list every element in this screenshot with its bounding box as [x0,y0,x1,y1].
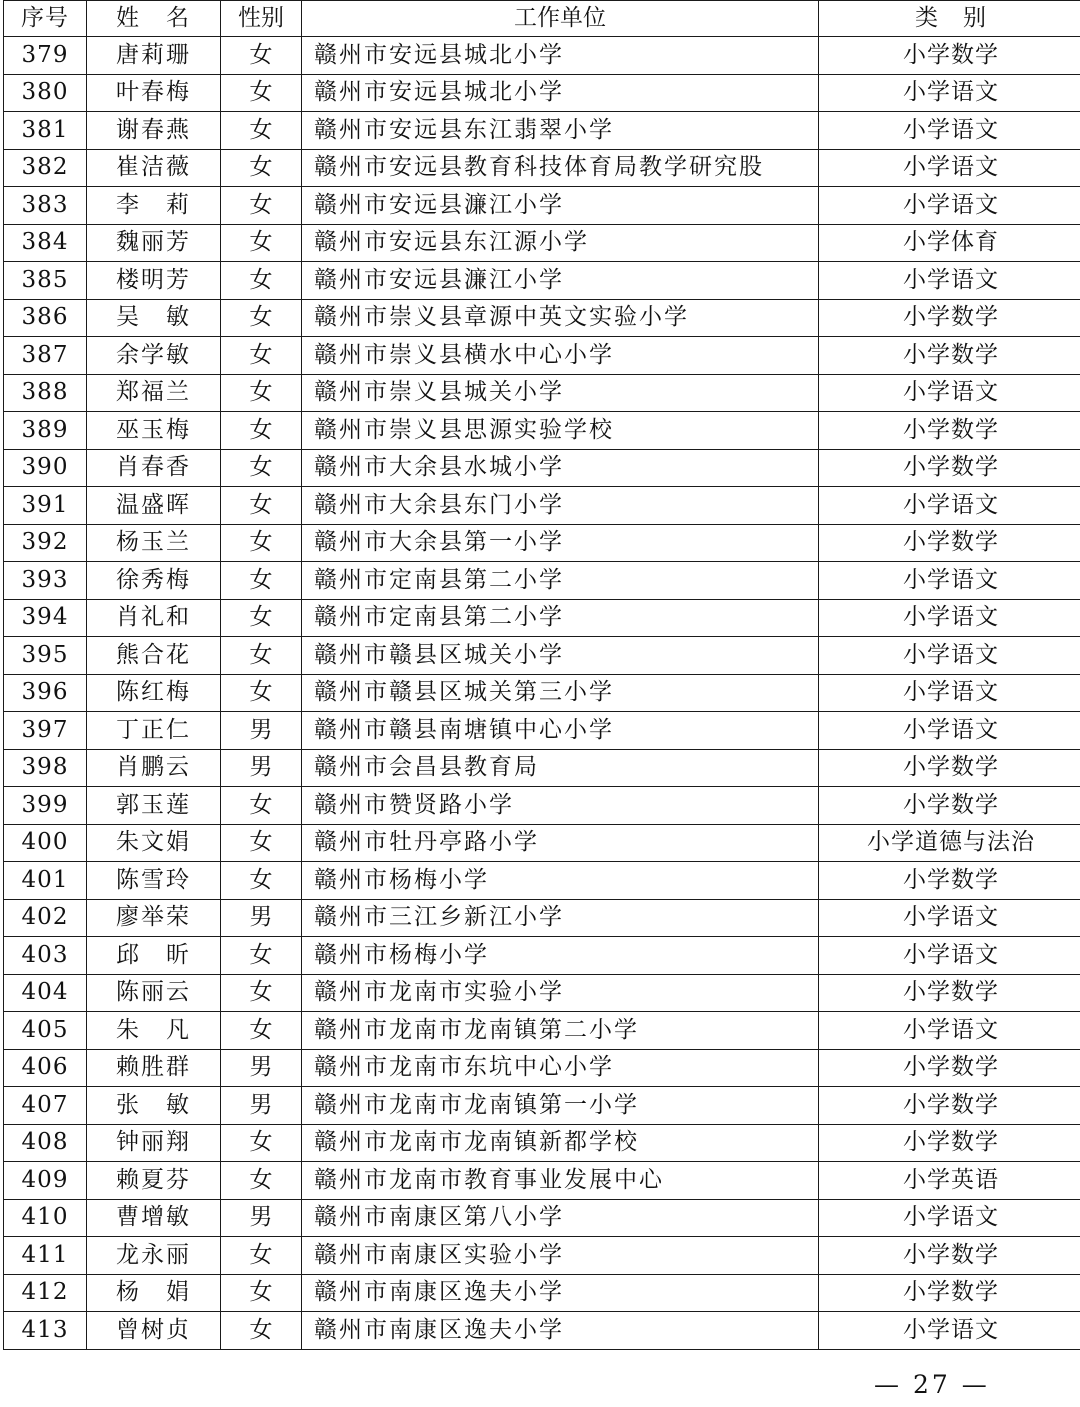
cell-sex: 女 [221,1274,302,1312]
cell-num: 401 [4,862,87,900]
header-row [4,1,1080,37]
table-row [4,712,1080,750]
cell-num: 397 [4,712,87,750]
table-row [4,749,1080,787]
cell-category: 小学语文 [819,674,1080,712]
cell-unit: 赣州市安远县东江翡翠小学 [302,112,819,150]
cell-name: 吴 敏 [87,299,221,337]
table-row [4,674,1080,712]
cell-unit: 赣州市南康区逸夫小学 [302,1312,819,1350]
cell-num: 389 [4,412,87,450]
cell-num: 413 [4,1312,87,1350]
cell-unit: 赣州市大余县水城小学 [302,449,819,487]
table-row [4,1012,1080,1050]
cell-num: 392 [4,524,87,562]
cell-unit: 赣州市安远县教育科技体育局教学研究股 [302,149,819,187]
cell-sex: 女 [221,149,302,187]
cell-unit: 赣州市赞贤路小学 [302,787,819,825]
cell-category: 小学数学 [819,862,1080,900]
cell-num: 379 [4,37,87,75]
table-row [4,787,1080,825]
cell-sex: 女 [221,599,302,637]
cell-num: 405 [4,1012,87,1050]
cell-unit: 赣州市会昌县教育局 [302,749,819,787]
cell-num: 391 [4,487,87,525]
cell-num: 399 [4,787,87,825]
cell-category: 小学数学 [819,37,1080,75]
cell-name: 龙永丽 [87,1237,221,1275]
cell-unit: 赣州市安远县城北小学 [302,37,819,75]
table-row [4,1049,1080,1087]
cell-name: 肖春香 [87,449,221,487]
cell-unit: 赣州市大余县第一小学 [302,524,819,562]
cell-name: 魏丽芳 [87,224,221,262]
cell-unit: 赣州市龙南市龙南镇第一小学 [302,1087,819,1125]
header-category: 类 别 [819,1,1080,37]
cell-unit: 赣州市赣县南塘镇中心小学 [302,712,819,750]
cell-sex: 男 [221,1199,302,1237]
table-row [4,374,1080,412]
cell-name: 余学敏 [87,337,221,375]
cell-num: 390 [4,449,87,487]
cell-sex: 男 [221,712,302,750]
cell-num: 396 [4,674,87,712]
cell-category: 小学语文 [819,187,1080,225]
table-row [4,412,1080,450]
cell-num: 409 [4,1162,87,1200]
table-row [4,899,1080,937]
cell-category: 小学语文 [819,637,1080,675]
cell-num: 400 [4,824,87,862]
table-row [4,337,1080,375]
cell-name: 赖夏芬 [87,1162,221,1200]
cell-category: 小学数学 [819,299,1080,337]
table-header [4,1,1080,37]
table-row [4,224,1080,262]
cell-sex: 女 [221,487,302,525]
cell-name: 陈雪玲 [87,862,221,900]
cell-unit: 赣州市杨梅小学 [302,937,819,975]
table-row [4,524,1080,562]
cell-name: 肖鹏云 [87,749,221,787]
cell-num: 395 [4,637,87,675]
cell-name: 张 敏 [87,1087,221,1125]
table-row [4,487,1080,525]
cell-name: 朱 凡 [87,1012,221,1050]
table-row [4,562,1080,600]
cell-name: 李 莉 [87,187,221,225]
cell-name: 温盛晖 [87,487,221,525]
cell-name: 赖胜群 [87,1049,221,1087]
cell-sex: 男 [221,1049,302,1087]
table-row [4,1274,1080,1312]
cell-name: 曹增敏 [87,1199,221,1237]
cell-category: 小学语文 [819,149,1080,187]
cell-num: 386 [4,299,87,337]
cell-name: 郑福兰 [87,374,221,412]
cell-name: 陈丽云 [87,974,221,1012]
cell-unit: 赣州市崇义县城关小学 [302,374,819,412]
cell-sex: 女 [221,824,302,862]
cell-name: 熊合花 [87,637,221,675]
cell-num: 382 [4,149,87,187]
cell-category: 小学语文 [819,74,1080,112]
cell-name: 杨玉兰 [87,524,221,562]
cell-sex: 女 [221,374,302,412]
cell-category: 小学语文 [819,487,1080,525]
cell-category: 小学数学 [819,1274,1080,1312]
cell-num: 408 [4,1124,87,1162]
cell-category: 小学语文 [819,1312,1080,1350]
cell-name: 廖举荣 [87,899,221,937]
cell-name: 朱文娟 [87,824,221,862]
page-number: — 27 — [874,1370,990,1399]
cell-category: 小学数学 [819,787,1080,825]
table-body [4,37,1080,1350]
cell-unit: 赣州市定南县第二小学 [302,562,819,600]
cell-name: 邱 昕 [87,937,221,975]
cell-unit: 赣州市牡丹亭路小学 [302,824,819,862]
cell-unit: 赣州市崇义县章源中英文实验小学 [302,299,819,337]
cell-num: 384 [4,224,87,262]
cell-sex: 女 [221,187,302,225]
cell-category: 小学体育 [819,224,1080,262]
cell-sex: 女 [221,1012,302,1050]
cell-sex: 男 [221,899,302,937]
cell-unit: 赣州市龙南市龙南镇第二小学 [302,1012,819,1050]
cell-unit: 赣州市大余县东门小学 [302,487,819,525]
cell-category: 小学语文 [819,599,1080,637]
cell-num: 402 [4,899,87,937]
cell-name: 钟丽翔 [87,1124,221,1162]
cell-category: 小学数学 [819,1087,1080,1125]
cell-sex: 女 [221,637,302,675]
cell-sex: 女 [221,674,302,712]
cell-category: 小学数学 [819,524,1080,562]
cell-name: 崔洁薇 [87,149,221,187]
cell-category: 小学数学 [819,412,1080,450]
table-row [4,299,1080,337]
cell-num: 388 [4,374,87,412]
cell-num: 381 [4,112,87,150]
cell-unit: 赣州市南康区逸夫小学 [302,1274,819,1312]
cell-sex: 女 [221,224,302,262]
cell-unit: 赣州市龙南市龙南镇新都学校 [302,1124,819,1162]
cell-unit: 赣州市崇义县横水中心小学 [302,337,819,375]
cell-sex: 女 [221,937,302,975]
cell-unit: 赣州市崇义县思源实验学校 [302,412,819,450]
table-row [4,74,1080,112]
cell-sex: 女 [221,524,302,562]
cell-num: 385 [4,262,87,300]
cell-name: 丁正仁 [87,712,221,750]
table-row [4,1237,1080,1275]
cell-unit: 赣州市赣县区城关小学 [302,637,819,675]
cell-unit: 赣州市龙南市教育事业发展中心 [302,1162,819,1200]
cell-category: 小学数学 [819,449,1080,487]
cell-category: 小学数学 [819,337,1080,375]
table-row [4,1124,1080,1162]
cell-unit: 赣州市龙南市实验小学 [302,974,819,1012]
cell-num: 398 [4,749,87,787]
cell-sex: 女 [221,562,302,600]
table-row [4,1162,1080,1200]
cell-sex: 男 [221,749,302,787]
cell-category: 小学数学 [819,1237,1080,1275]
cell-unit: 赣州市龙南市东坑中心小学 [302,1049,819,1087]
table-row [4,37,1080,75]
table-row [4,1199,1080,1237]
cell-sex: 女 [221,1237,302,1275]
cell-sex: 女 [221,262,302,300]
cell-sex: 女 [221,787,302,825]
cell-sex: 女 [221,1312,302,1350]
cell-num: 406 [4,1049,87,1087]
cell-category: 小学语文 [819,1012,1080,1050]
cell-unit: 赣州市三江乡新江小学 [302,899,819,937]
table-row [4,824,1080,862]
cell-category: 小学语文 [819,937,1080,975]
cell-sex: 女 [221,112,302,150]
cell-num: 404 [4,974,87,1012]
table-row [4,1312,1080,1350]
cell-unit: 赣州市定南县第二小学 [302,599,819,637]
cell-name: 杨 娟 [87,1274,221,1312]
cell-sex: 女 [221,37,302,75]
cell-sex: 女 [221,337,302,375]
table-row [4,974,1080,1012]
cell-unit: 赣州市南康区第八小学 [302,1199,819,1237]
cell-num: 394 [4,599,87,637]
cell-num: 410 [4,1199,87,1237]
cell-sex: 男 [221,1087,302,1125]
cell-num: 407 [4,1087,87,1125]
cell-category: 小学数学 [819,1049,1080,1087]
cell-unit: 赣州市杨梅小学 [302,862,819,900]
cell-name: 叶春梅 [87,74,221,112]
cell-num: 412 [4,1274,87,1312]
table-row [4,262,1080,300]
cell-name: 徐秀梅 [87,562,221,600]
cell-category: 小学语文 [819,374,1080,412]
cell-sex: 女 [221,974,302,1012]
cell-unit: 赣州市安远县濂江小学 [302,262,819,300]
cell-sex: 女 [221,74,302,112]
cell-num: 403 [4,937,87,975]
header-unit: 工作单位 [302,1,819,37]
cell-unit: 赣州市南康区实验小学 [302,1237,819,1275]
cell-sex: 女 [221,412,302,450]
cell-name: 陈红梅 [87,674,221,712]
cell-category: 小学道德与法治 [819,824,1080,862]
cell-unit: 赣州市赣县区城关第三小学 [302,674,819,712]
header-num: 序号 [4,1,87,37]
cell-sex: 女 [221,299,302,337]
cell-sex: 女 [221,1162,302,1200]
cell-name: 郭玉莲 [87,787,221,825]
cell-category: 小学语文 [819,1199,1080,1237]
cell-category: 小学英语 [819,1162,1080,1200]
cell-num: 411 [4,1237,87,1275]
roster-table [3,0,1080,1350]
cell-unit: 赣州市安远县城北小学 [302,74,819,112]
cell-unit: 赣州市安远县濂江小学 [302,187,819,225]
cell-category: 小学数学 [819,974,1080,1012]
cell-num: 387 [4,337,87,375]
cell-num: 393 [4,562,87,600]
cell-category: 小学数学 [819,749,1080,787]
cell-num: 383 [4,187,87,225]
table-row [4,149,1080,187]
cell-category: 小学语文 [819,112,1080,150]
table-row [4,1087,1080,1125]
table-row [4,599,1080,637]
cell-name: 曾树贞 [87,1312,221,1350]
table-row [4,637,1080,675]
cell-sex: 女 [221,862,302,900]
cell-category: 小学语文 [819,562,1080,600]
cell-num: 380 [4,74,87,112]
cell-category: 小学语文 [819,712,1080,750]
header-name: 姓 名 [87,1,221,37]
cell-name: 谢春燕 [87,112,221,150]
cell-category: 小学语文 [819,899,1080,937]
table-row [4,187,1080,225]
cell-category: 小学语文 [819,262,1080,300]
table-row [4,112,1080,150]
cell-sex: 女 [221,1124,302,1162]
cell-name: 肖礼和 [87,599,221,637]
header-sex: 性别 [221,1,302,37]
cell-name: 巫玉梅 [87,412,221,450]
table-row [4,937,1080,975]
cell-name: 楼明芳 [87,262,221,300]
cell-category: 小学数学 [819,1124,1080,1162]
cell-sex: 女 [221,449,302,487]
table-row [4,862,1080,900]
cell-name: 唐莉珊 [87,37,221,75]
table-row [4,449,1080,487]
cell-unit: 赣州市安远县东江源小学 [302,224,819,262]
